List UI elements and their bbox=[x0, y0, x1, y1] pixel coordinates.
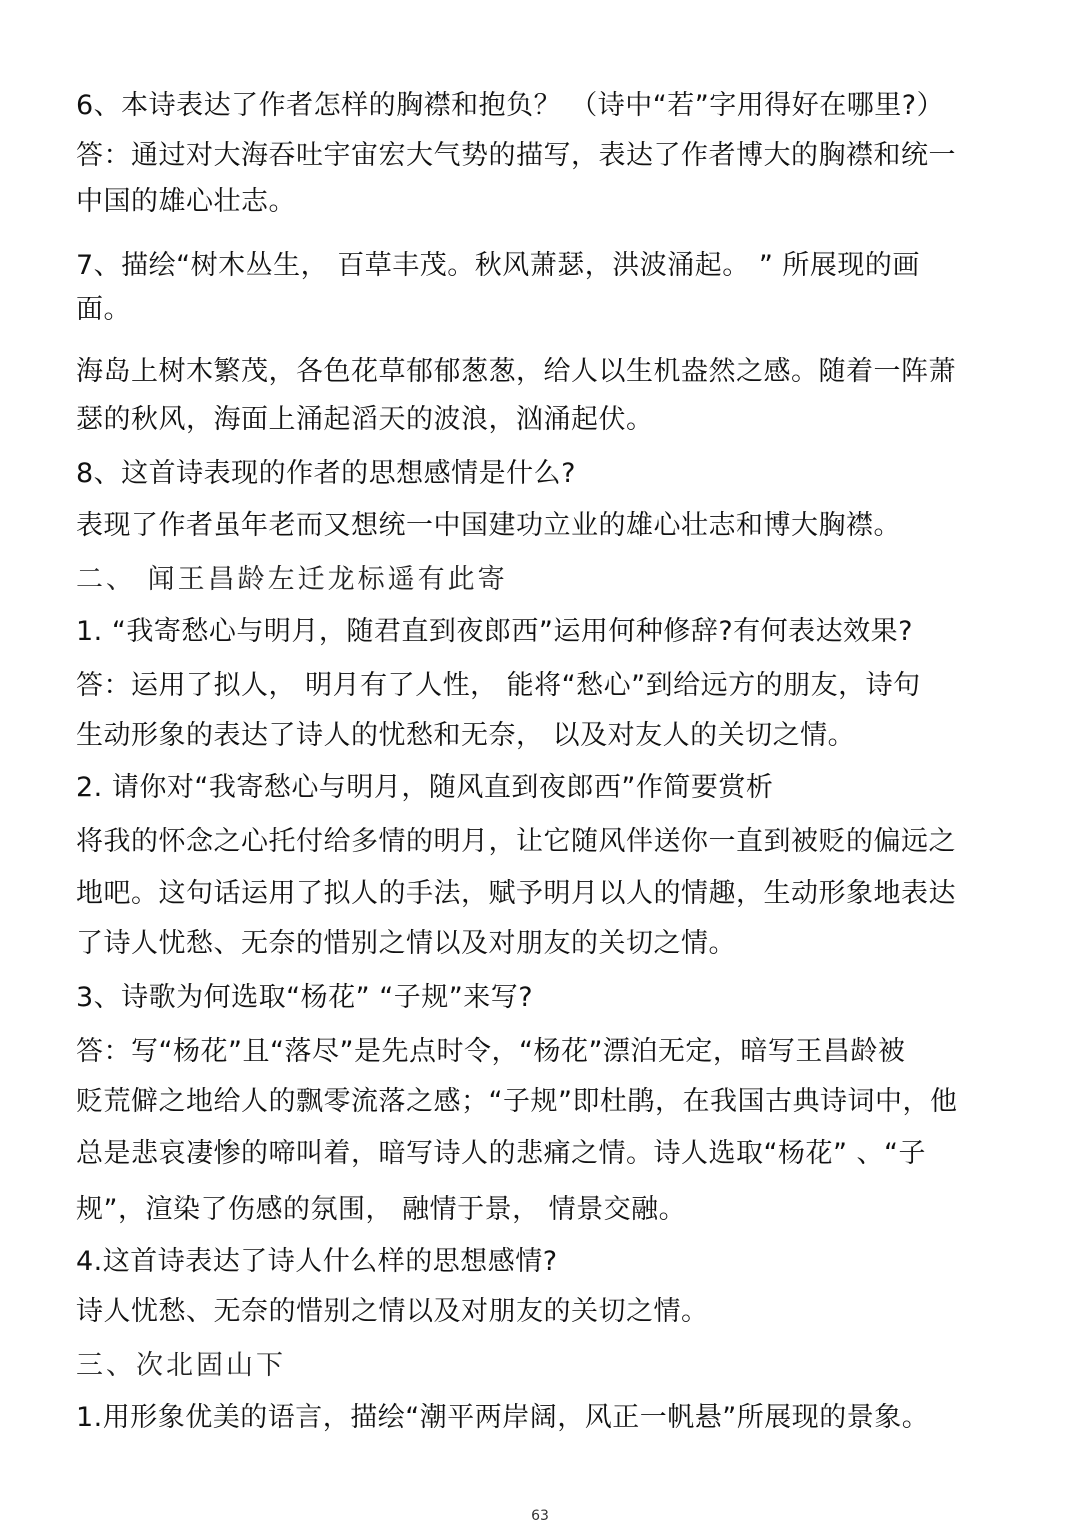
answer-7-line-2: 瑟的秋风，海面上涌起滔天的波浪，汹涌起伏。 bbox=[76, 404, 654, 435]
section-2-answer-3-line-4: 规”，渲染了伤感的氛围， 融情于景， 情景交融。 bbox=[76, 1194, 687, 1225]
section-2-answer-1-line-2: 生动形象的表达了诗人的忧愁和无奈， 以及对友人的关切之情。 bbox=[76, 720, 856, 751]
answer-6-line-1: 答：通过对大海吞吐宇宙宏大气势的描写，表达了作者博大的胸襟和统一 bbox=[76, 140, 956, 171]
section-2-answer-2-line-2: 地吧。这句话运用了拟人的手法，赋予明月以人的情趣，生动形象地表达 bbox=[76, 878, 956, 909]
answer-6-line-2: 中国的雄心壮志。 bbox=[76, 186, 296, 217]
section-2-question-3: 3、诗歌为何选取“杨花” “子规”来写? bbox=[76, 982, 534, 1013]
section-2-answer-4: 诗人忧愁、无奈的惜别之情以及对朋友的关切之情。 bbox=[76, 1296, 709, 1327]
section-3-question-1: 1.用形象优美的语言，描绘“潮平两岸阔，风正一帆悬”所展现的景象。 bbox=[76, 1402, 930, 1433]
page-number: 63 bbox=[531, 1508, 549, 1524]
question-8: 8、这首诗表现的作者的思想感情是什么? bbox=[76, 458, 577, 489]
section-2-question-1: 1. “我寄愁心与明月，随君直到夜郎西”运用何种修辞?有何表达效果? bbox=[76, 616, 913, 647]
section-2-answer-2-line-3: 了诗人忧愁、无奈的惜别之情以及对朋友的关切之情。 bbox=[76, 928, 736, 959]
question-7-line-1: 7、描绘“树木丛生， 百草丰茂。秋风萧瑟，洪波涌起。 ” 所展现的画 bbox=[76, 250, 920, 281]
section-2-question-4: 4.这首诗表达了诗人什么样的思想感情? bbox=[76, 1246, 558, 1277]
section-2-answer-3-line-3: 总是悲哀凄惨的啼叫着，暗写诗人的悲痛之情。诗人选取“杨花” 、“子 bbox=[76, 1138, 927, 1169]
section-2-heading: 二、 闻王昌龄左迁龙标遥有此寄 bbox=[76, 564, 508, 595]
section-2-answer-2-line-1: 将我的怀念之心托付给多情的明月，让它随风伴送你一直到被贬的偏远之 bbox=[76, 826, 956, 857]
answer-8: 表现了作者虽年老而又想统一中国建功立业的雄心壮志和博大胸襟。 bbox=[76, 510, 901, 541]
section-3-heading: 三、次北固山下 bbox=[76, 1350, 286, 1381]
question-7-line-2: 面。 bbox=[76, 294, 131, 325]
section-2-question-2: 2. 请你对“我寄愁心与明月，随风直到夜郎西”作简要赏析 bbox=[76, 772, 774, 803]
question-6: 6、本诗表达了作者怎样的胸襟和抱负？ （诗中“若”字用得好在哪里?） bbox=[76, 90, 945, 121]
section-2-answer-3-line-2: 贬荒僻之地给人的飘零流落之感；“子规”即杜鹃，在我国古典诗词中，他 bbox=[76, 1086, 958, 1117]
section-2-answer-1-line-1: 答：运用了拟人， 明月有了人性， 能将“愁心”到给远方的朋友，诗句 bbox=[76, 670, 921, 701]
answer-7-line-1: 海岛上树木繁茂，各色花草郁郁葱葱，给人以生机盎然之感。随着一阵萧 bbox=[76, 356, 956, 387]
section-2-answer-3-line-1: 答：写“杨花”且“落尽”是先点时令，“杨花”漂泊无定，暗写王昌龄被 bbox=[76, 1036, 906, 1067]
